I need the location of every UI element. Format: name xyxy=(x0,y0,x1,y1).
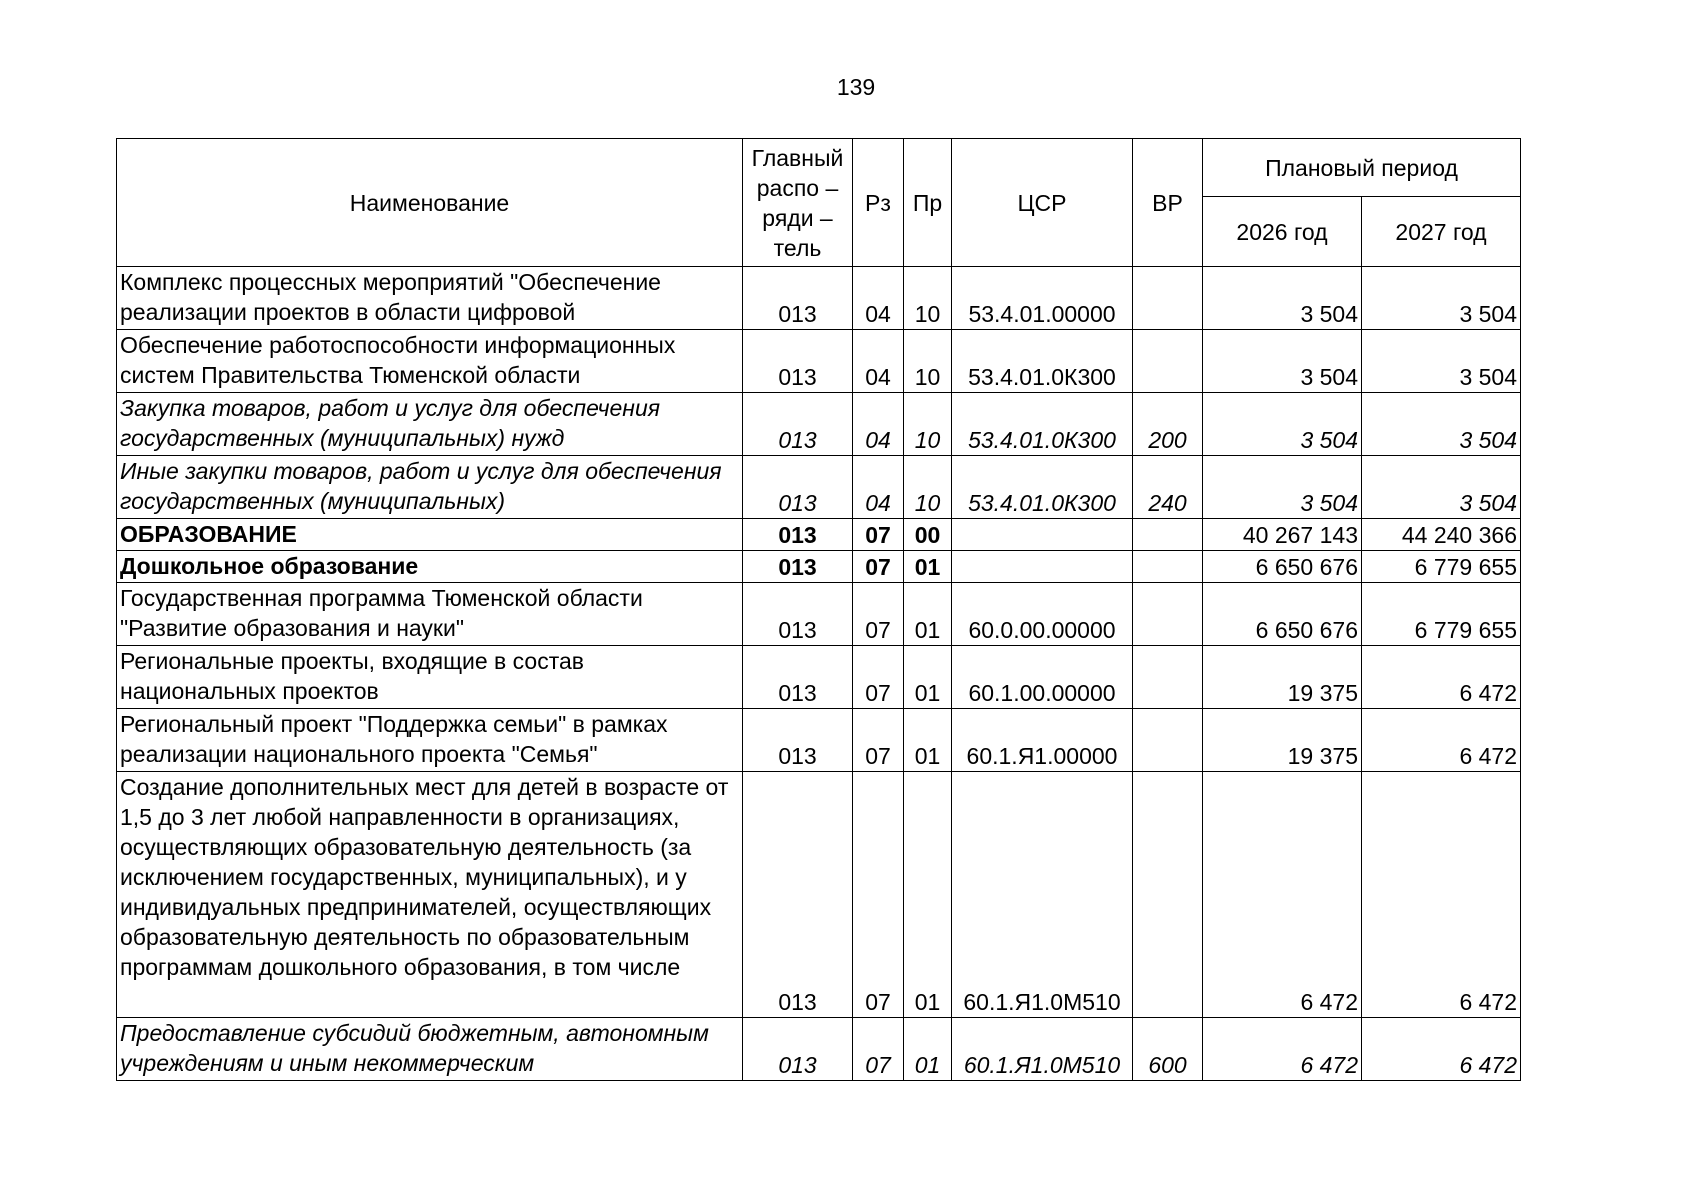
row-gr: 013 xyxy=(743,519,853,551)
row-vr xyxy=(1133,646,1203,709)
row-vr xyxy=(1133,709,1203,772)
row-value-2027: 6 472 xyxy=(1362,709,1521,772)
row-value-2026: 40 267 143 xyxy=(1203,519,1362,551)
row-value-2027: 3 504 xyxy=(1362,330,1521,393)
table-row xyxy=(117,330,1521,393)
row-rz: 04 xyxy=(853,330,904,393)
row-csr xyxy=(952,519,1133,551)
row-vr xyxy=(1133,551,1203,583)
table-row xyxy=(117,646,1521,709)
row-pr: 10 xyxy=(904,456,952,519)
row-vr xyxy=(1133,267,1203,330)
header-row-top xyxy=(117,139,1521,197)
row-rz: 07 xyxy=(853,772,904,1018)
row-value-2027: 6 472 xyxy=(1362,1018,1521,1081)
row-rz: 07 xyxy=(853,1018,904,1081)
row-vr xyxy=(1133,330,1203,393)
header-csr: ЦСР xyxy=(952,139,1133,267)
row-gr: 013 xyxy=(743,393,853,456)
row-value-2027: 44 240 366 xyxy=(1362,519,1521,551)
header-pr: Пр xyxy=(904,139,952,267)
row-pr: 00 xyxy=(904,519,952,551)
row-name: Государственная программа Тюменской области "Развитие образования и науки" xyxy=(117,583,743,646)
row-vr: 200 xyxy=(1133,393,1203,456)
row-csr: 60.1.Я1.00000 xyxy=(952,709,1133,772)
row-value-2026: 6 472 xyxy=(1203,772,1362,1018)
row-value-2027: 3 504 xyxy=(1362,393,1521,456)
row-name: Предоставление субсидий бюджетным, автономным учреждениям и иным некоммерческим xyxy=(117,1018,743,1081)
row-value-2027: 3 504 xyxy=(1362,267,1521,330)
row-value-2026: 6 472 xyxy=(1203,1018,1362,1081)
row-value-2027: 6 779 655 xyxy=(1362,583,1521,646)
row-value-2026: 3 504 xyxy=(1203,330,1362,393)
header-year-2027: 2027 год xyxy=(1362,197,1521,267)
page-number: 139 xyxy=(836,74,876,100)
row-value-2027: 6 779 655 xyxy=(1362,551,1521,583)
row-csr: 60.1.Я1.0М510 xyxy=(952,1018,1133,1081)
row-value-2027: 3 504 xyxy=(1362,456,1521,519)
row-name: Создание дополнительных мест для детей в возрасте от 1,5 до 3 лет любой направленности в организациях, осуществляющих образовательную деятельность (за исключением государственных, муниципальных), и у индивидуальных предпринимателей, осуществляющих образовательную деятельность по образовательным программам дошкольного образования, в том числе xyxy=(117,772,743,1018)
row-csr: 60.1.00.00000 xyxy=(952,646,1133,709)
row-value-2026: 3 504 xyxy=(1203,267,1362,330)
header-name: Наименование xyxy=(117,139,743,267)
row-csr: 53.4.01.00000 xyxy=(952,267,1133,330)
row-csr: 53.4.01.0К300 xyxy=(952,456,1133,519)
header-gr-line2: распо – xyxy=(756,174,839,201)
row-rz: 04 xyxy=(853,267,904,330)
row-value-2027: 6 472 xyxy=(1362,646,1521,709)
row-pr: 10 xyxy=(904,393,952,456)
row-gr: 013 xyxy=(743,267,853,330)
row-pr: 01 xyxy=(904,646,952,709)
row-rz: 04 xyxy=(853,456,904,519)
header-vr: ВР xyxy=(1133,139,1203,267)
row-rz: 07 xyxy=(853,583,904,646)
row-vr xyxy=(1133,583,1203,646)
header-rz: Рз xyxy=(853,139,904,267)
row-gr: 013 xyxy=(743,330,853,393)
row-gr: 013 xyxy=(743,583,853,646)
header-planned-period: Плановый период xyxy=(1203,139,1521,197)
row-rz: 04 xyxy=(853,393,904,456)
row-vr xyxy=(1133,772,1203,1018)
row-pr: 10 xyxy=(904,330,952,393)
row-csr xyxy=(952,551,1133,583)
row-csr: 53.4.01.0К300 xyxy=(952,393,1133,456)
table-row xyxy=(117,709,1521,772)
row-csr: 60.1.Я1.0М510 xyxy=(952,772,1133,1018)
row-rz: 07 xyxy=(853,519,904,551)
row-vr: 240 xyxy=(1133,456,1203,519)
row-gr: 013 xyxy=(743,456,853,519)
budget-table xyxy=(116,138,1521,1081)
row-pr: 10 xyxy=(904,267,952,330)
row-value-2026: 19 375 xyxy=(1203,646,1362,709)
row-value-2026: 3 504 xyxy=(1203,456,1362,519)
row-value-2026: 6 650 676 xyxy=(1203,583,1362,646)
row-name: Комплекс процессных мероприятий "Обеспечение реализации проектов в области цифровой xyxy=(117,267,743,330)
table-row xyxy=(117,267,1521,330)
row-pr: 01 xyxy=(904,583,952,646)
row-name: Региональные проекты, входящие в состав национальных проектов xyxy=(117,646,743,709)
header-gr-line4: тель xyxy=(773,234,822,261)
row-name: Дошкольное образование xyxy=(117,551,743,583)
row-value-2026: 6 650 676 xyxy=(1203,551,1362,583)
row-name: Иные закупки товаров, работ и услуг для обеспечения государственных (муниципальных) xyxy=(117,456,743,519)
table-row xyxy=(117,519,1521,551)
row-pr: 01 xyxy=(904,709,952,772)
row-gr: 013 xyxy=(743,709,853,772)
row-gr: 013 xyxy=(743,772,853,1018)
row-rz: 07 xyxy=(853,709,904,772)
row-gr: 013 xyxy=(743,1018,853,1081)
table-row xyxy=(117,583,1521,646)
row-vr: 600 xyxy=(1133,1018,1203,1081)
row-csr: 53.4.01.0К300 xyxy=(952,330,1133,393)
header-gr-line1: Главный xyxy=(751,144,844,171)
table-row xyxy=(117,772,1521,1018)
header-main-manager xyxy=(743,139,853,267)
row-rz: 07 xyxy=(853,551,904,583)
header-gr-line3: ряди – xyxy=(762,204,833,231)
row-name: ОБРАЗОВАНИЕ xyxy=(117,519,743,551)
row-value-2026: 19 375 xyxy=(1203,709,1362,772)
row-name: Закупка товаров, работ и услуг для обеспечения государственных (муниципальных) нужд xyxy=(117,393,743,456)
row-pr: 01 xyxy=(904,1018,952,1081)
row-pr: 01 xyxy=(904,772,952,1018)
row-name: Обеспечение работоспособности информационных систем Правительства Тюменской области xyxy=(117,330,743,393)
row-value-2027: 6 472 xyxy=(1362,772,1521,1018)
row-value-2026: 3 504 xyxy=(1203,393,1362,456)
table-row xyxy=(117,551,1521,583)
row-name: Региональный проект "Поддержка семьи" в рамках реализации национального проекта "Семья" xyxy=(117,709,743,772)
row-pr: 01 xyxy=(904,551,952,583)
row-gr: 013 xyxy=(743,551,853,583)
header-year-2026: 2026 год xyxy=(1203,197,1362,267)
row-rz: 07 xyxy=(853,646,904,709)
row-vr xyxy=(1133,519,1203,551)
row-gr: 013 xyxy=(743,646,853,709)
table-row xyxy=(117,1018,1521,1081)
table-row xyxy=(117,456,1521,519)
table-row xyxy=(117,393,1521,456)
row-csr: 60.0.00.00000 xyxy=(952,583,1133,646)
